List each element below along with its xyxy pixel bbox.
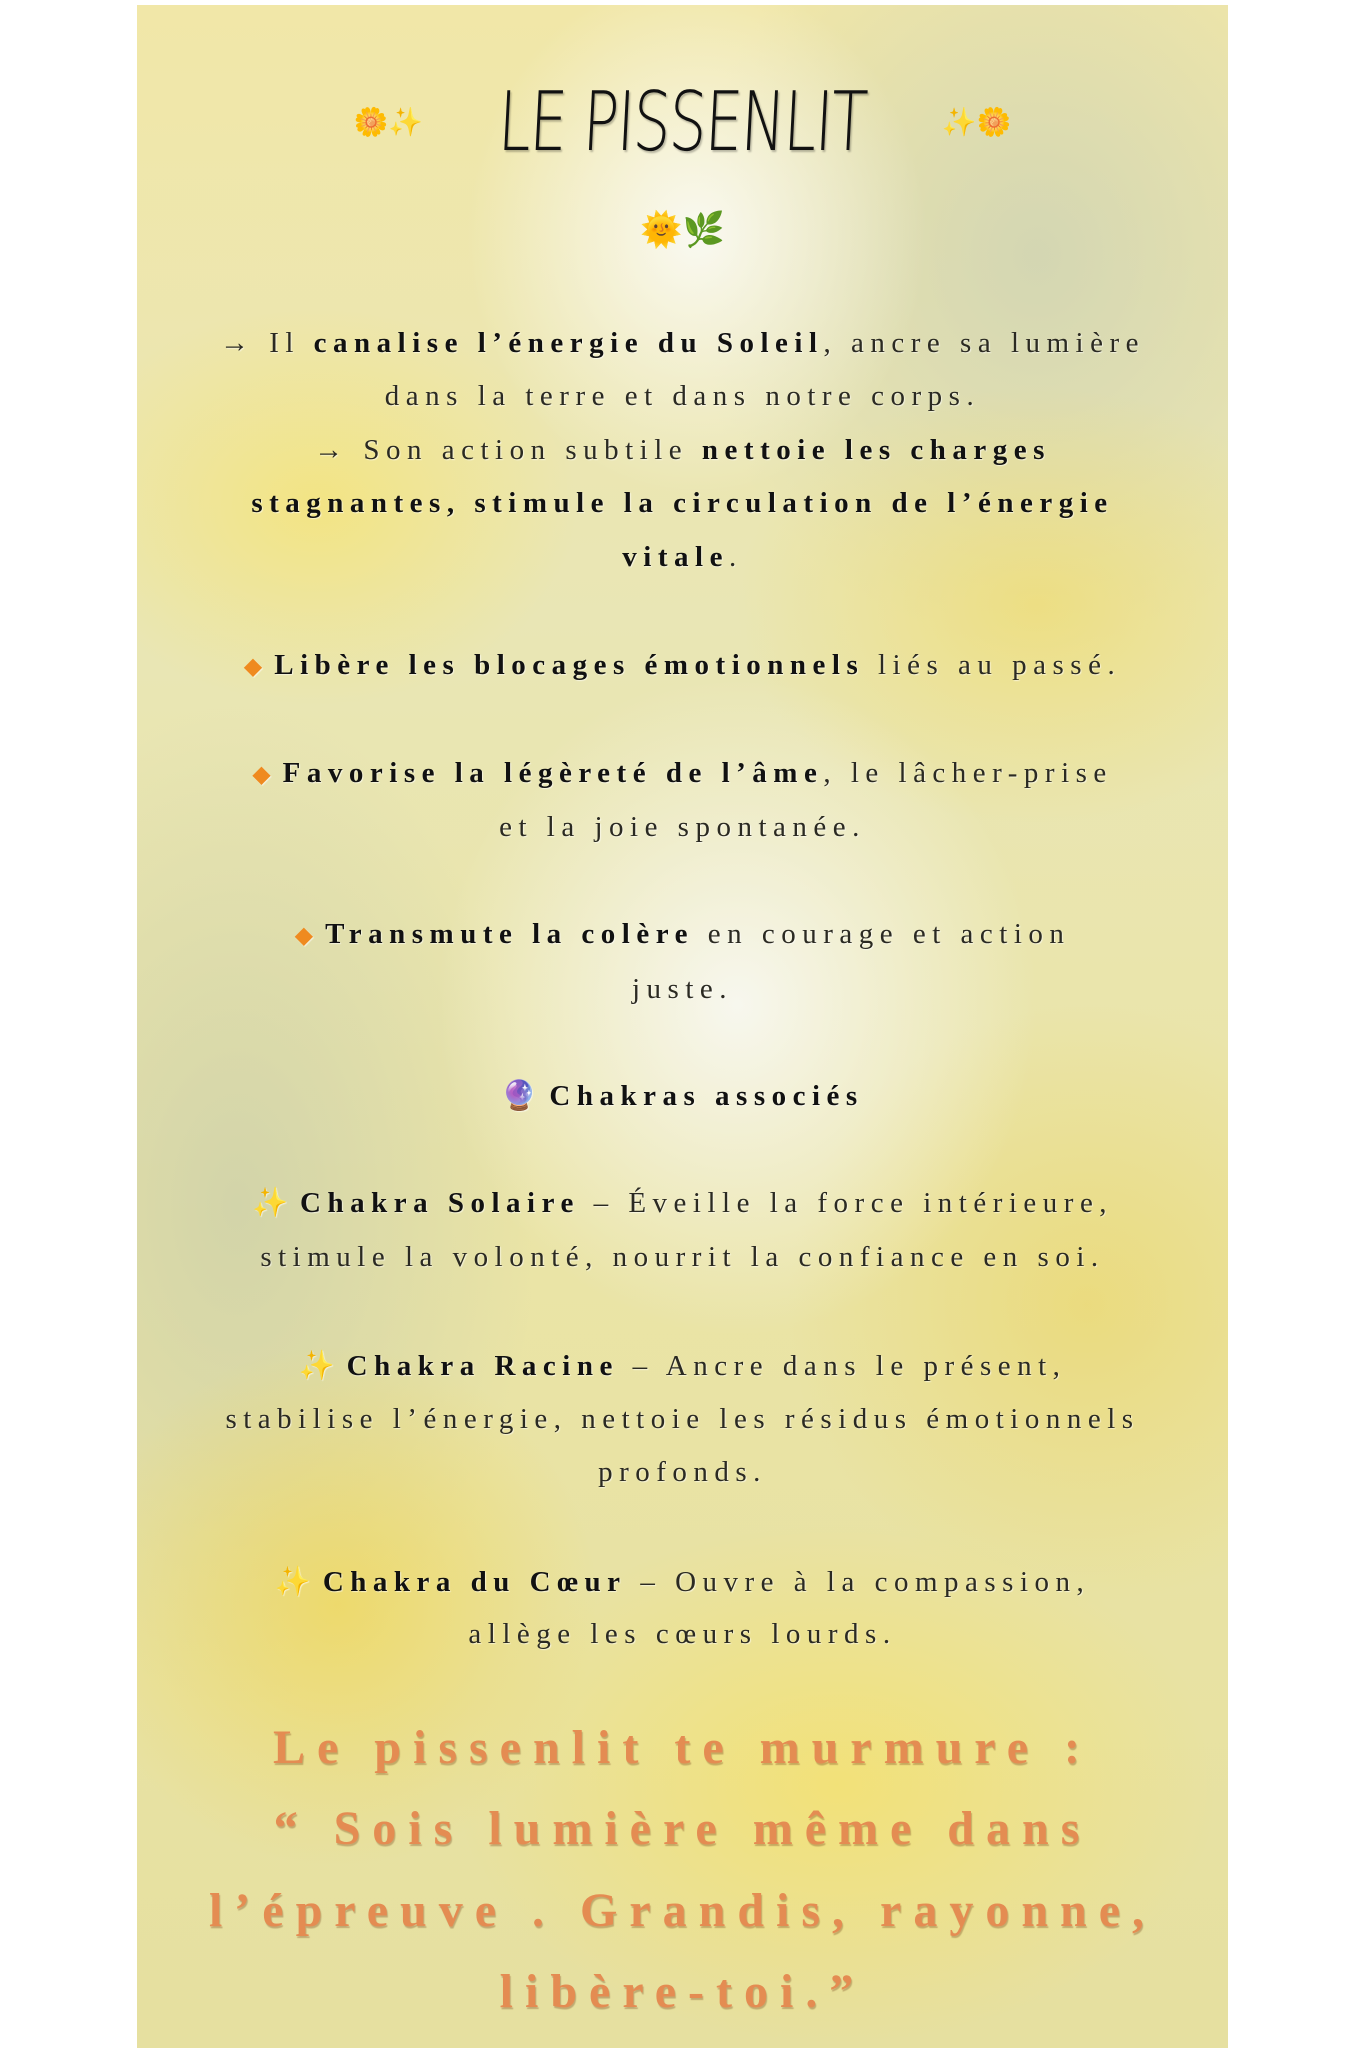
text: . xyxy=(728,541,743,573)
text: – Éveille la force intérieure, xyxy=(579,1187,1114,1219)
text-line xyxy=(137,1349,1228,1383)
sun-herb-icon: 🌞🌿 xyxy=(640,212,725,249)
text: en courage et action xyxy=(693,918,1071,950)
bold-text: Chakras associés xyxy=(549,1080,864,1112)
text: stabilise l’énergie, nettoie les résidus émotionnels xyxy=(225,1403,1140,1435)
quote-line: l’épreuve . Grandis, rayonne, xyxy=(208,1884,1157,1937)
page-title xyxy=(137,75,1228,170)
text: → Son action subtile xyxy=(314,434,702,466)
bold-text: stagnantes, stimule la circulation de l’énergie xyxy=(251,487,1114,519)
text-line xyxy=(137,1186,1228,1220)
text: et la joie spontanée. xyxy=(499,811,866,843)
text-line xyxy=(137,541,1228,574)
text: – Ancre dans le présent, xyxy=(618,1350,1067,1382)
text-line xyxy=(137,434,1228,467)
text: allège les cœurs lourds. xyxy=(468,1618,897,1650)
quote-line: libère-toi.” xyxy=(499,1965,866,2018)
text: profonds. xyxy=(598,1456,767,1488)
bold-text: Favorise la légèreté de l’âme xyxy=(282,757,824,789)
text: , le lâcher-prise xyxy=(823,757,1113,789)
text-line xyxy=(137,973,1228,1006)
sparkles-icon: ✨ xyxy=(274,1566,311,1598)
bold-text: Chakra Solaire xyxy=(300,1187,580,1219)
diamond-bullet-icon: ◆ xyxy=(252,762,271,788)
bold-text: Transmute la colère xyxy=(325,918,694,950)
title-text: LE PISSENLIT xyxy=(496,75,869,170)
text: → Il xyxy=(219,327,314,359)
text-line xyxy=(137,380,1228,413)
text: dans la terre et dans notre corps. xyxy=(384,380,981,412)
text-line xyxy=(137,1565,1228,1599)
bold-text: nettoie les charges xyxy=(701,434,1051,466)
bold-text: Chakra du Cœur xyxy=(322,1566,627,1598)
text-line xyxy=(137,1079,1228,1113)
bold-text: vitale xyxy=(622,541,729,573)
text-line xyxy=(137,327,1228,360)
sparkles-icon: ✨ xyxy=(251,1187,289,1219)
text-line xyxy=(137,1618,1228,1651)
card-panel xyxy=(137,5,1228,2048)
text: , ancre sa lumière xyxy=(823,327,1146,359)
text: liés au passé. xyxy=(864,649,1122,681)
bold-text: canalise l’énergie du Soleil xyxy=(313,327,824,359)
text-line xyxy=(137,1403,1228,1436)
sparkles-flower-icon: ✨🌼 xyxy=(941,107,1012,139)
text-line xyxy=(137,649,1228,682)
text: stimule la volonté, nourrit la confiance en soi. xyxy=(260,1241,1105,1273)
bold-text: Libère les blocages émotionnels xyxy=(274,649,865,681)
diamond-bullet-icon: ◆ xyxy=(294,923,314,949)
sparkles-icon: ✨ xyxy=(298,1350,335,1382)
text-line xyxy=(137,918,1228,951)
diamond-bullet-icon: ◆ xyxy=(243,654,263,680)
quote-line: “ Sois lumière même dans xyxy=(273,1802,1092,1855)
text-line xyxy=(137,1456,1228,1489)
crystal-ball-icon: 🔮 xyxy=(501,1080,538,1112)
text-line xyxy=(137,757,1228,790)
text-line xyxy=(137,811,1228,844)
flower-sparkles-icon: 🌼✨ xyxy=(353,107,424,139)
text: juste. xyxy=(631,973,734,1005)
text-line xyxy=(137,1241,1228,1274)
bold-text: Chakra Racine xyxy=(346,1350,619,1382)
quote-line: Le pissenlit te murmure : xyxy=(272,1721,1093,1774)
text-line xyxy=(137,487,1228,520)
text: – Ouvre à la compassion, xyxy=(626,1566,1091,1598)
